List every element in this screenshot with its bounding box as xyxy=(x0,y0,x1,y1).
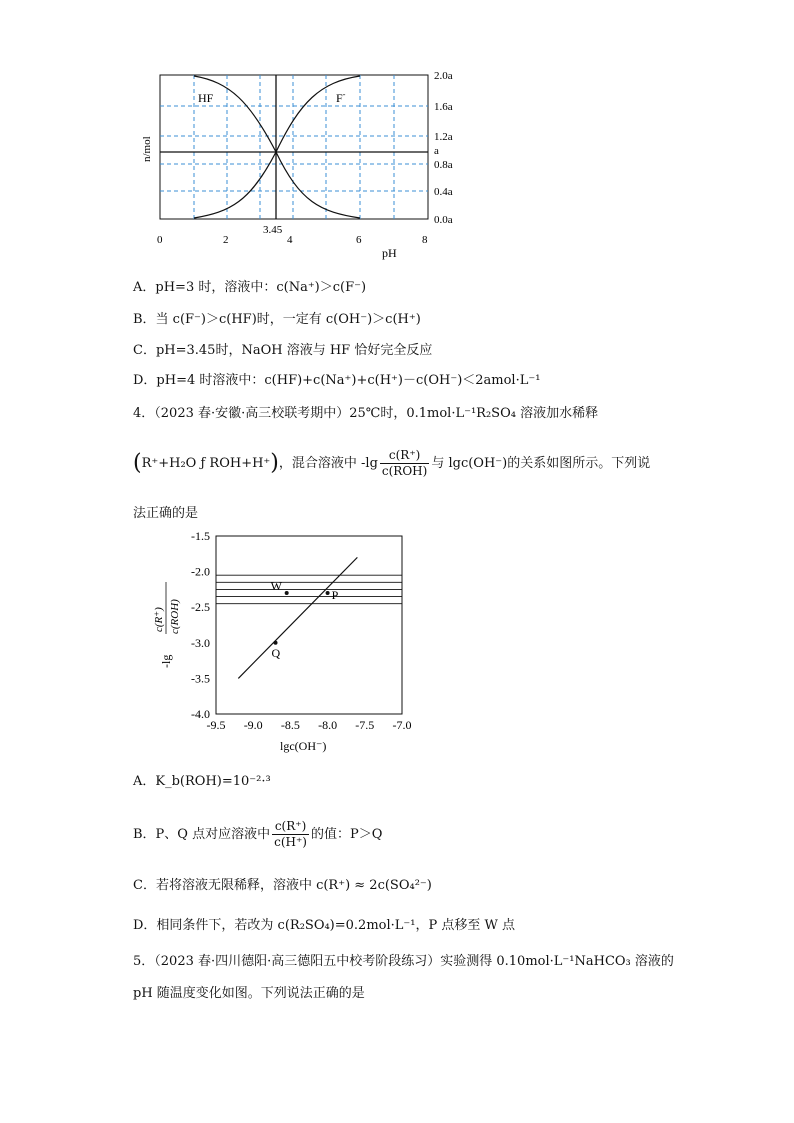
right-tick: 1.6a xyxy=(434,101,453,113)
y-tick: -2.5 xyxy=(191,600,210,615)
bottom-tick: 8 xyxy=(422,234,428,246)
figure-log-ratio-chart xyxy=(130,526,430,766)
y-tick: -3.5 xyxy=(191,671,210,686)
y-tick: -2.0 xyxy=(191,564,210,579)
point-p xyxy=(326,591,330,595)
x-tick-labels xyxy=(207,718,412,732)
ratio-fraction: $\frac{c(R^+)}{\text{c(ROH)}}$ xyxy=(381,448,428,478)
b-fraction: $\frac{c(R^+)}{c(H^+)}$ xyxy=(274,819,307,849)
equilibrium: R⁺+H₂O ƒ ROH+H⁺ xyxy=(141,456,271,471)
right-tick: 0.8a xyxy=(434,159,453,171)
x-tick: -7.5 xyxy=(355,718,375,732)
svg-text:-lg: -lg xyxy=(159,654,173,668)
q5-stem-line2: pH 随温度变化如图。下列说法正确的是 xyxy=(133,986,365,1001)
x-axis-label: pH xyxy=(382,246,397,260)
chart-gridlines xyxy=(216,575,402,603)
q3-option-d: D．pH=4 时溶液中：c(HF)+c(Na⁺)+c(H⁺)－c(OH⁻)＜2amol·L⁻¹ xyxy=(133,373,541,388)
q4-option-c: C．若将溶液无限稀释，溶液中 c(R⁺) ≈ 2c(SO₄²⁻) xyxy=(133,878,432,893)
q4-stem-text: ，混合溶液中 -lg xyxy=(278,456,378,471)
x-tick: -9.5 xyxy=(206,718,226,732)
q3-option-b: B．当 c(F⁻)＞c(HF)时，一定有 c(OH⁻)＞c(H⁺) xyxy=(133,312,421,327)
q4-stem-text-2: 与 lgc(OH⁻)的关系如图所示。下列说 xyxy=(431,456,651,471)
q4-stem-line2: (R⁺+H₂O ƒ ROH+H⁺)，混合溶液中 -lg $\frac{c(R^+)}{\text{c(ROH)}}$ 与 lgc(OH⁻)的关系如图所示。下列说 xyxy=(133,448,651,478)
x-axis-label: lgc(OH⁻) xyxy=(280,739,327,753)
q4-option-a: A．K_b(ROH)=10⁻²·³ xyxy=(133,774,271,789)
q3-option-c: C．pH=3.45时，NaOH 溶液与 HF 恰好完全反应 xyxy=(133,343,433,358)
y-tick: -4.0 xyxy=(191,707,210,721)
bottom-tick: 3.45 xyxy=(263,224,283,236)
x-tick: -8.0 xyxy=(318,718,338,732)
figure-hf-distribution xyxy=(130,62,470,262)
svg-text:c(R⁺): c(R⁺) xyxy=(153,607,165,632)
q4-stem-line3: 法正确的是 xyxy=(133,506,199,521)
bottom-tick: 0 xyxy=(157,234,163,246)
grid-vertical xyxy=(194,75,394,219)
label-hf: HF xyxy=(198,91,214,105)
right-tick: 2.0a xyxy=(434,70,453,82)
right-tick: 0.0a xyxy=(434,214,453,226)
q5-stem-line1: 5．（2023 春·四川德阳·高三德阳五中校考阶段练习）实验测得 0.10mol·L⁻¹NaHCO₃ 溶液的 xyxy=(133,954,674,969)
point-label-q: Q xyxy=(271,645,281,660)
bottom-tick: 6 xyxy=(356,234,362,246)
x-tick: -9.0 xyxy=(243,718,263,732)
right-tick: a xyxy=(434,145,439,157)
bottom-tick: 4 xyxy=(287,234,293,246)
x-tick: -7.0 xyxy=(392,718,412,732)
y-axis-label xyxy=(153,582,181,668)
q4-option-d: D．相同条件下，若改为 c(R₂SO₄)=0.2mol·L⁻¹，P 点移至 W 点 xyxy=(133,918,515,933)
y-tick-labels xyxy=(191,529,210,721)
y-axis-label: n/mol xyxy=(141,136,153,162)
y-tick: -3.0 xyxy=(191,635,210,650)
right-tick: 0.4a xyxy=(434,186,453,198)
right-tick: 1.2a xyxy=(434,131,453,143)
point-q xyxy=(274,641,278,645)
svg-text:c(ROH): c(ROH) xyxy=(169,599,181,634)
q4-option-b: B．P、Q 点对应溶液中 $\frac{c(R^+)}{c(H^+)}$ 的值：P＞Q xyxy=(133,819,383,849)
bottom-tick: 2 xyxy=(223,234,229,246)
chart-frame xyxy=(216,536,402,714)
point-label-p: P xyxy=(331,587,339,602)
data-points xyxy=(271,579,339,660)
y-tick: -1.5 xyxy=(191,529,210,543)
label-f: F- xyxy=(336,90,346,105)
q4-stem-line1: 4．（2023 春·安徽·高三校联考期中）25℃时，0.1mol·L⁻¹R₂SO₄ 溶液加水稀释 xyxy=(133,406,599,421)
point-label-w: W xyxy=(270,578,283,593)
point-w xyxy=(285,591,289,595)
x-tick: -8.5 xyxy=(280,718,300,732)
q3-option-a: A．pH=3 时，溶液中：c(Na⁺)＞c(F⁻) xyxy=(133,280,367,295)
